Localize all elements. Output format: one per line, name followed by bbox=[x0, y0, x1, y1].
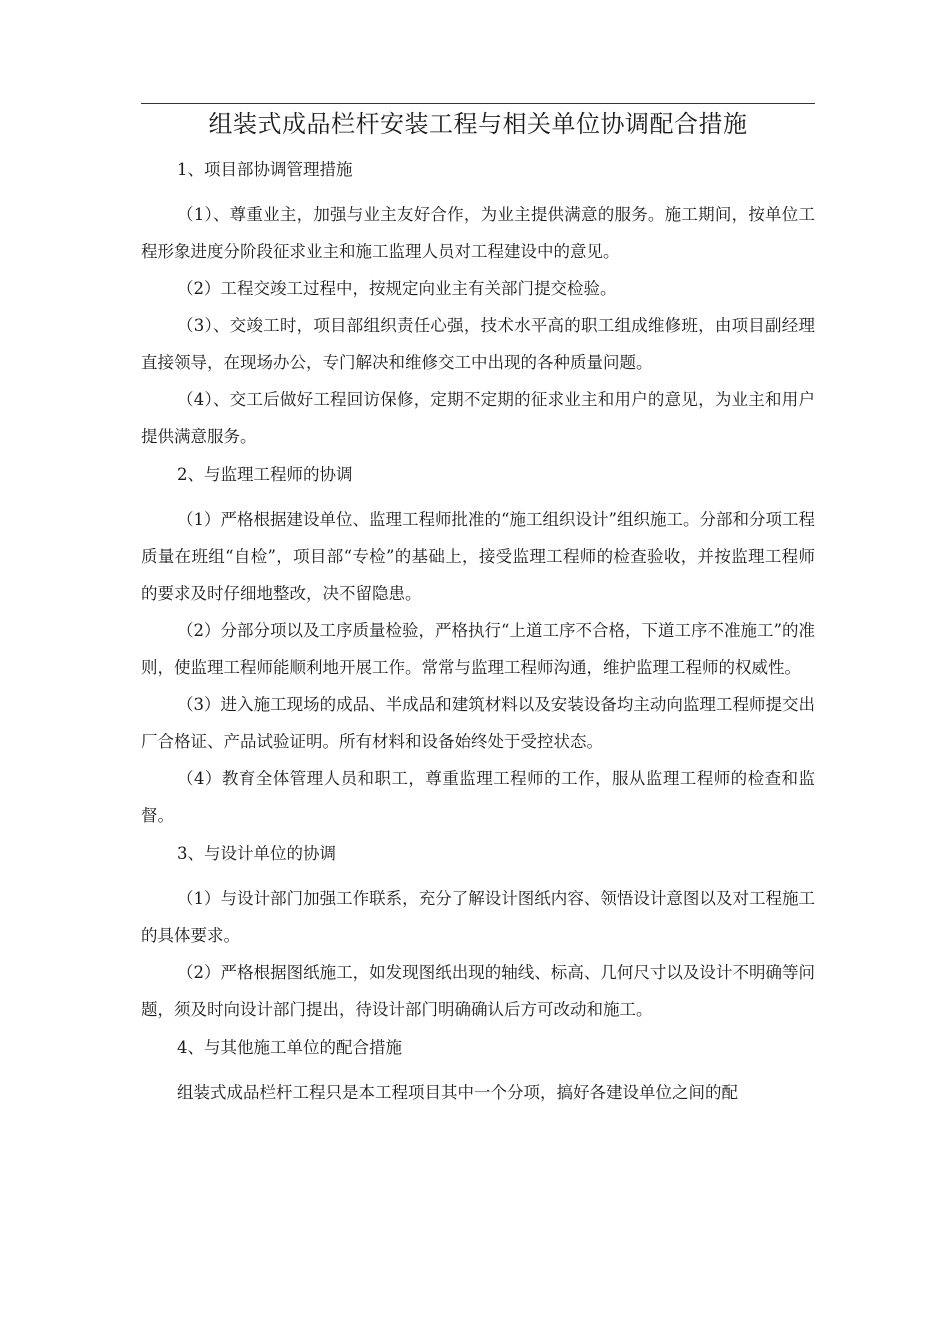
paragraph: （4）、交工后做好工程回访保修，定期不定期的征求业主和用户的意见，为业主和用户提供满意服务。 bbox=[141, 390, 815, 446]
paragraph: （3）进入施工现场的成品、半成品和建筑材料以及安装设备均主动向监理工程师提交出厂合格证、产品试验证明。所有材料和设备始终处于受控状态。 bbox=[141, 695, 815, 751]
section-2 bbox=[141, 455, 815, 834]
section-heading: 4、与其他施工单位的配合措施 bbox=[177, 1038, 402, 1057]
paragraph: （4）教育全体管理人员和职工，尊重监理工程师的工作，服从监理工程师的检查和监督。 bbox=[141, 769, 815, 825]
section-3 bbox=[141, 834, 815, 1028]
paragraph: （2）分部分项以及工序质量检验，严格执行“上道工序不合格，下道工序不准施工”的准则，使监理工程师能顺利地开展工作。常常与监理工程师沟通，维护监理工程师的权威性。 bbox=[141, 621, 815, 677]
paragraph: （1）、尊重业主，加强与业主友好合作，为业主提供满意的服务。施工期间，按单位工程形象进度分阶段征求业主和施工监理人员对工程建设中的意见。 bbox=[141, 205, 815, 261]
paragraph: （2）严格根据图纸施工，如发现图纸出现的轴线、标高、几何尺寸以及设计不明确等问题，须及时向设计部门提出，待设计部门明确确认后方可改动和施工。 bbox=[141, 963, 815, 1019]
paragraph: 组装式成品栏杆工程只是本工程项目其中一个分项，搞好各建设单位之间的配 bbox=[177, 1083, 738, 1102]
paragraph: （2）工程交竣工过程中，按规定向业主有关部门提交检验。 bbox=[177, 279, 617, 298]
paragraph: （1）严格根据建设单位、监理工程师批准的“施工组织设计”组织施工。分部和分项工程质量在班组“自检”，项目部“专检”的基础上，接受监理工程师的检查验收，并按监理工程师的要求及时仔细地整改，决不留隐患。 bbox=[141, 510, 815, 603]
section-4 bbox=[141, 1028, 815, 1111]
paragraph: （3）、交竣工时，项目部组织责任心强，技术水平高的职工组成维修班，由项目副经理直接领导，在现场办公，专门解决和维修交工中出现的各种质量问题。 bbox=[141, 316, 815, 372]
section-heading: 2、与监理工程师的协调 bbox=[177, 465, 353, 484]
header-rule bbox=[141, 103, 815, 104]
section-heading: 1、项目部协调管理措施 bbox=[177, 160, 353, 179]
section-1 bbox=[141, 150, 815, 455]
document-title: 组装式成品栏杆安装工程与相关单位协调配合措施 bbox=[208, 110, 748, 138]
document-body bbox=[141, 150, 815, 1111]
section-heading: 3、与设计单位的协调 bbox=[177, 844, 336, 863]
paragraph: （1）与设计部门加强工作联系，充分了解设计图纸内容、领悟设计意图以及对工程施工的具体要求。 bbox=[141, 889, 815, 945]
